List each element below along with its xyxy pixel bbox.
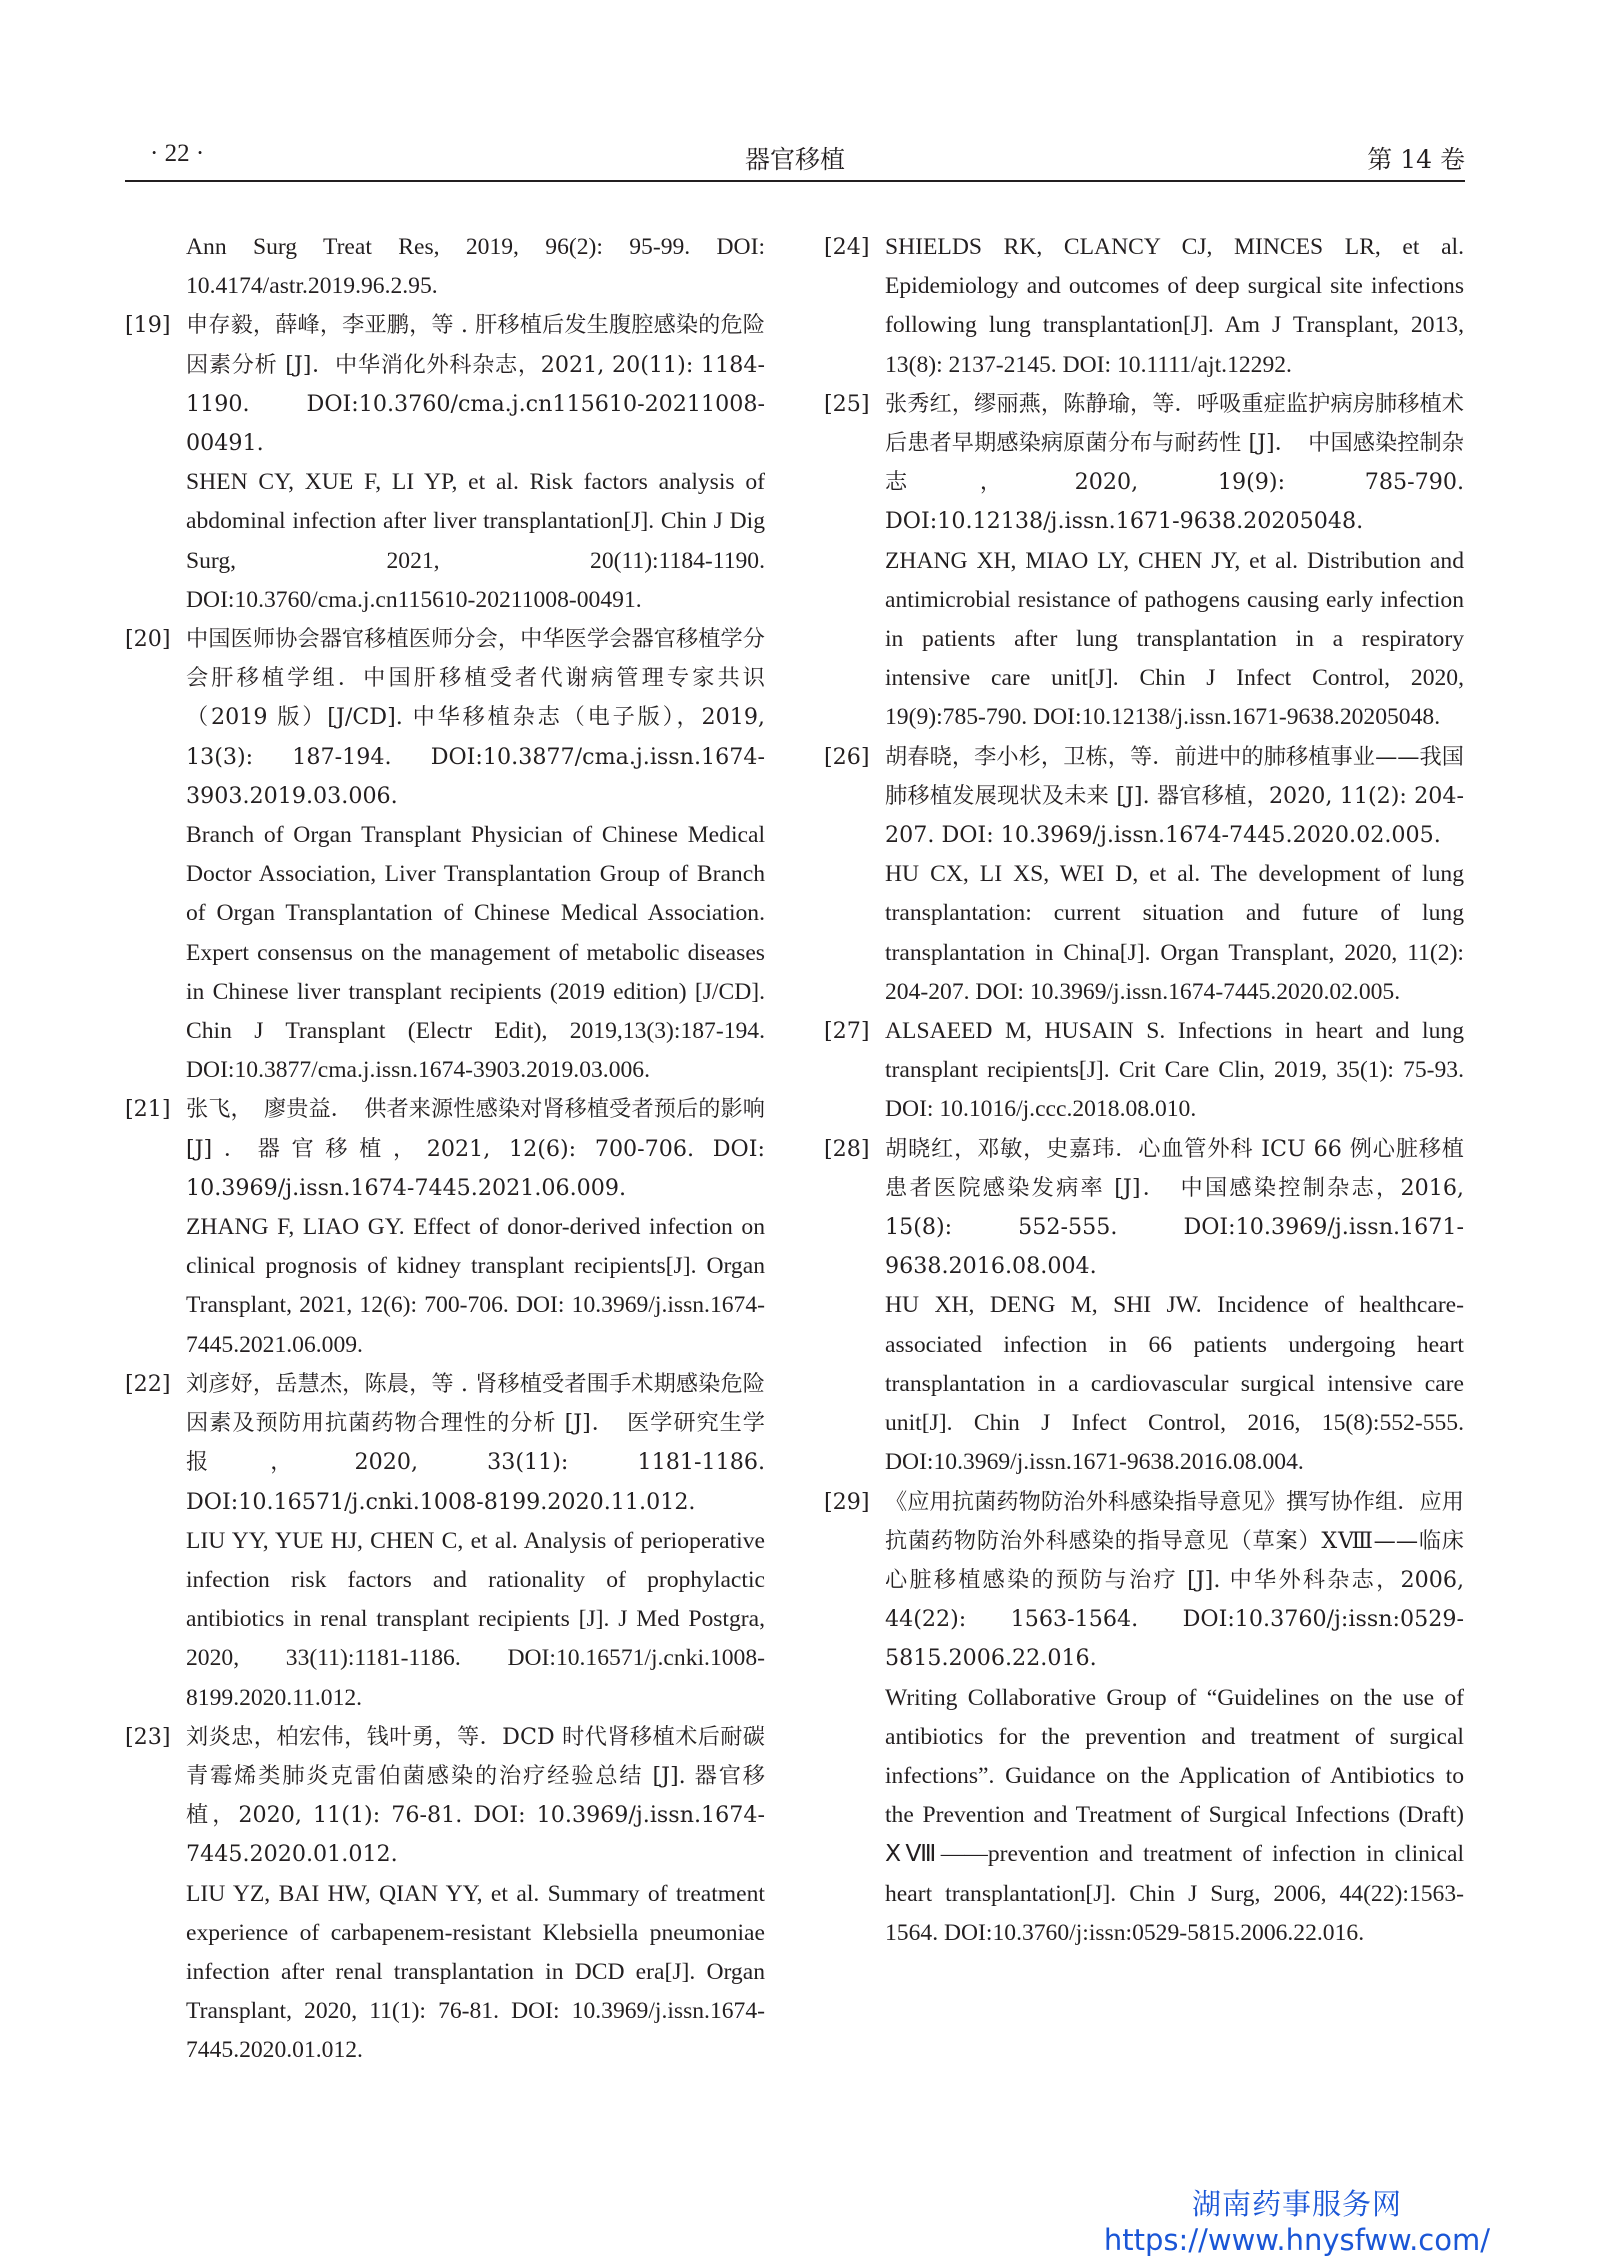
right-column: [824, 228, 1464, 1953]
page-header: [125, 138, 1465, 182]
reference-chinese: 张飞， 廖贵益． 供者来源性感染对肾移植受者预后的影响 [J]．器官移植，2021, 12(6): 700-706. DOI: 10.3969/j.issn.1674-7445.2021.06.009.: [186, 1096, 765, 1201]
left-column: [125, 228, 765, 2071]
reference-number: [26]: [824, 743, 870, 770]
reference-english: Ann Surg Treat Res, 2019, 96(2): 95-99. DOI: 10.4174/astr.2019.96.2.95.: [186, 234, 765, 300]
reference-english: SHIELDS RK, CLANCY CJ, MINCES LR, et al. Epidemiology and outcomes of deep surgical site infections following lung transplantation[J]. Am J Transplant, 2013, 13(8): 2137-2145. DOI: 10.1111/ajt.12292.: [885, 234, 1464, 378]
reference-english: HU CX, LI XS, WEI D, et al. The development of lung transplantation: current situation and future of lung transplantation in China[J]. Organ Transplant, 2020, 11(2): 204-207. DOI: 10.3969/j.issn.1674-7445.2020.02.005.: [885, 861, 1464, 1005]
reference-20: [125, 620, 765, 1090]
reference-english: LIU YY, YUE HJ, CHEN C, et al. Analysis of perioperative infection risk factors and rationality of prophylactic antibiotics in renal transplant recipients [J]. J Med Postgra, 2020, 33(11):1181-1186. DOI:10.16571/j.cnki.1008-8199.2020.11.012.: [186, 1527, 765, 1711]
reference-number: [23]: [125, 1723, 171, 1750]
reference-26: [824, 738, 1464, 1012]
reference-chinese: 胡晓红，邓敏，史嘉玮．心血管外科 ICU 66 例心脏移植患者医院感染发病率 [J]． 中国感染控制杂志，2016, 15(8): 552-555. DOI:10.3969/j.issn.1671-9638.2016.08.004.: [885, 1135, 1464, 1280]
reference-number: [20]: [125, 626, 171, 653]
reference-english: ZHANG XH, MIAO LY, CHEN JY, et al. Distribution and antimicrobial resistance of pathogens causing early infection in patients after lung transplantation in a respiratory intensive care unit[J]. Chin J Infect Control, 2020, 19(9):785-790. DOI:10.12138/j.issn.1671-9638.20205048.: [885, 547, 1464, 731]
reference-number: [22]: [125, 1370, 171, 1397]
reference-number: [21]: [125, 1096, 171, 1123]
reference-chinese: 刘炎忠，柏宏伟，钱叶勇，等．DCD 时代肾移植术后耐碳青霉烯类肺炎克雷伯菌感染的治疗经验总结 [J]. 器官移植，2020, 11(1): 76-81. DOI: 10.3969/j.issn.1674-7445.2020.01.012.: [186, 1723, 765, 1868]
reference-english: ZHANG F, LIAO GY. Effect of donor-derived infection on clinical prognosis of kidney transplant recipients[J]. Organ Transplant, 2021, 12(6): 700-706. DOI: 10.3969/j.issn.1674-7445.2021.06.009.: [186, 1214, 765, 1358]
reference-chinese: 《应用抗菌药物防治外科感染指导意见》撰写协作组．应用抗菌药物防治外科感染的指导意见（草案）ⅩⅧ——临床心脏移植感染的预防与治疗 [J]. 中华外科杂志，2006, 44(22): 1563-1564. DOI:10.3760/j:issn:0529-5815.2006.22.016.: [885, 1488, 1464, 1672]
reference-english: Writing Collaborative Group of “Guidelines on the use of antibiotics for the prevention and treatment of surgical infections”. Guidance on the Application of Antibiotics to the Prevention and Treatment of Surgical Infections (Draft) ⅩⅧ——prevention and treatment of infection in clinical heart transplantation[J]. Chin J Surg, 2006, 44(22):1563-1564. DOI:10.3760/j:issn:0529-5815.2006.22.016.: [885, 1684, 1464, 1946]
reference-number: [19]: [125, 312, 171, 339]
watermark-site-name: 湖南药事服务网: [1191, 2187, 1402, 2221]
reference-english: ALSAEED M, HUSAIN S. Infections in heart and lung transplant recipients[J]. Crit Care Clin, 2019, 35(1): 75-93. DOI: 10.1016/j.ccc.2018.08.010.: [885, 1018, 1464, 1123]
site-watermark: [1104, 2186, 1490, 2258]
reference-number: [29]: [824, 1488, 870, 1515]
reference-21: [125, 1090, 765, 1364]
reference-english: LIU YZ, BAI HW, QIAN YY, et al. Summary of treatment experience of carbapenem-resistant Klebsiella pneumoniae infection after renal transplantation in DCD era[J]. Organ Transplant, 2020, 11(1): 76-81. DOI: 10.3969/j.issn.1674-7445.2020.01.012.: [186, 1880, 765, 2064]
reference-chinese: 胡春晓，李小杉，卫栋，等．前进中的肺移植事业——我国肺移植发展现状及未来 [J]. 器官移植，2020, 11(2): 204-207. DOI: 10.3969/j.issn.1674-7445.2020.02.005.: [885, 743, 1464, 849]
reference-number: [24]: [824, 234, 870, 260]
reference-english: HU XH, DENG M, SHI JW. Incidence of healthcare-associated infection in 66 patients undergoing heart transplantation in a cardiovascular surgical intensive care unit[J]. Chin J Infect Control, 2016, 15(8):552-555. DOI:10.3969/j.issn.1671-9638.2016.08.004.: [885, 1292, 1464, 1476]
reference-23: [125, 1718, 765, 2071]
reference-chinese: 中国医师协会器官移植医师分会，中华医学会器官移植学分会肝移植学组．中国肝移植受者代谢病管理专家共识（2019 版）[J/CD]. 中华移植杂志（电子版），2019, 13(3): 187-194. DOI:10.3877/cma.j.issn.1674-3903.2019.03.006.: [186, 626, 765, 809]
reference-24: [824, 228, 1464, 385]
reference-19: [125, 306, 765, 620]
reference-18-continued: [125, 228, 765, 306]
reference-english: Branch of Organ Transplant Physician of Chinese Medical Doctor Association, Liver Transplantation Group of Branch of Organ Transplantation of Chinese Medical Association. Expert consensus on the management of metabolic diseases in Chinese liver transplant recipients (2019 edition) [J/CD]. Chin J Transplant (Electr Edit), 2019,13(3):187-194. DOI:10.3877/cma.j.issn.1674-3903.2019.03.006.: [186, 822, 765, 1084]
reference-22: [125, 1365, 765, 1718]
reference-number: [27]: [824, 1018, 870, 1045]
reference-english: SHEN CY, XUE F, LI YP, et al. Risk factors analysis of abdominal infection after liver transplantation[J]. Chin J Dig Surg, 2021, 20(11):1184-1190. DOI:10.3760/cma.j.cn115610-20211008-00491.: [186, 469, 765, 613]
reference-27: [824, 1012, 1464, 1130]
reference-chinese: 张秀红，缪丽燕，陈静瑜，等．呼吸重症监护病房肺移植术后患者早期感染病原菌分布与耐药性 [J]． 中国感染控制杂志，2020, 19(9): 785-790. DOI:10.12138/j.issn.1671-9638.20205048.: [885, 390, 1464, 535]
reference-29: [824, 1483, 1464, 1953]
reference-number: [28]: [824, 1135, 870, 1162]
reference-chinese: 申存毅，薛峰，李亚鹏，等 . 肝移植后发生腹腔感染的危险因素分析 [J]．中华消化外科杂志，2021, 20(11): 1184-1190. DOI:10.3760/cma.j.cn115610-20211008-00491.: [186, 312, 765, 457]
reference-28: [824, 1130, 1464, 1483]
reference-25: [824, 385, 1464, 738]
volume-label: 第 14 卷: [1367, 145, 1465, 174]
watermark-url[interactable]: https://www.hnysfww.com/: [1103, 2223, 1490, 2257]
journal-title: 器官移植: [744, 145, 845, 174]
page-number: · 22 ·: [150, 140, 205, 167]
reference-number: [25]: [824, 390, 870, 417]
reference-chinese: 刘彦妤，岳慧杰，陈晨，等 . 肾移植受者围手术期感染危险因素及预防用抗菌药物合理性的分析 [J]． 医学研究生学报，2020, 33(11): 1181-1186. DOI:10.16571/j.cnki.1008-8199.2020.11.012.: [186, 1370, 765, 1515]
